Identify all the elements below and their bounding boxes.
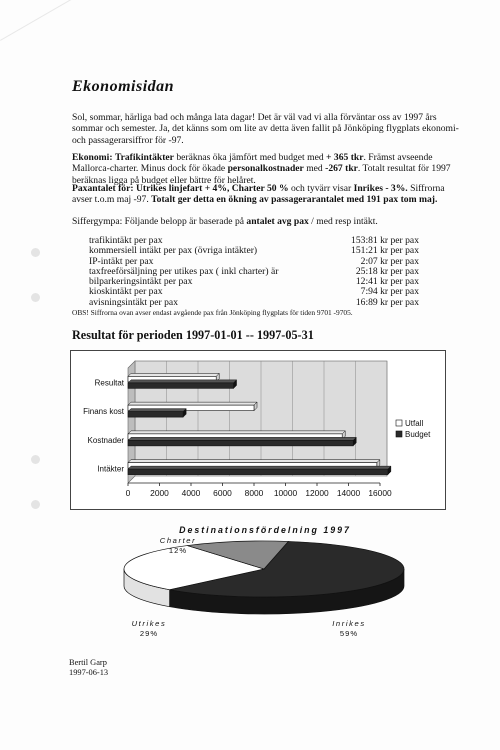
bar-top-face xyxy=(128,437,356,440)
punch-hole xyxy=(31,293,40,302)
bar-top-face xyxy=(128,409,186,412)
footnote: OBS! Siffrorna ovan avser endast avgående pax från Jönköping flygplats för tiden 9701 -9705. xyxy=(72,308,353,317)
metric-value: 25:18 kr per pax xyxy=(355,265,419,277)
punch-hole xyxy=(31,500,40,509)
y-category-label: Resultat xyxy=(94,378,124,388)
fold-line xyxy=(0,0,104,41)
legend-label: Budget xyxy=(405,430,431,439)
pie-percent-label: 12% xyxy=(168,546,188,555)
passenger-paragraph xyxy=(72,183,464,206)
intro-paragraph: Sol, sommar, härliga bad och många lata dagar! Det är väl vad vi alla förväntar oss av 1997 års sommar och semester. Ja, det känns som om lite av detta även fallit på Jönköping flygplats ekonomi- och passagerarsiffror för -97. xyxy=(72,112,459,146)
metric-value: 12:41 kr per pax xyxy=(355,276,419,288)
metric-value: 7:94 kr per pax xyxy=(360,286,419,298)
economy-text: med xyxy=(303,163,326,175)
y-category-label: Intäkter xyxy=(97,464,124,474)
pie-label: Inrikes xyxy=(332,619,366,628)
metric-label: kioskintäkt per pax xyxy=(89,286,163,298)
economy-paragraph xyxy=(72,152,464,186)
passenger-text: Siffrorna avser t.o.m maj -97. xyxy=(72,183,445,206)
x-tick-label: 8000 xyxy=(244,488,264,498)
x-tick-label: 12000 xyxy=(305,488,329,498)
pie-label: Charter xyxy=(159,536,197,545)
metric-value: 153:81 kr per pax xyxy=(351,235,419,246)
bar-top-face xyxy=(128,373,219,376)
metric-label: bilparkeringsintäkt per pax xyxy=(89,276,193,288)
x-tick-label: 0 xyxy=(125,488,131,498)
legend-swatch xyxy=(396,431,402,437)
y-category-label: Kostnader xyxy=(87,435,124,445)
siffergympa-paragraph xyxy=(72,216,464,227)
x-tick-label: 2000 xyxy=(150,488,169,498)
x-tick-label: 4000 xyxy=(181,488,201,498)
metric-value: 16:89 kr per pax xyxy=(355,296,419,308)
x-tick-label: 6000 xyxy=(213,488,232,498)
pie-chart xyxy=(124,525,404,638)
metric-label: kommersiell intäkt per pax (övriga intäkter) xyxy=(89,245,258,257)
x-tick-label: 16000 xyxy=(368,488,392,498)
economy-lead: Ekonomi: xyxy=(72,152,113,163)
legend-label: Utfall xyxy=(405,419,424,428)
bar-budget xyxy=(128,412,183,418)
metric-label: avisningsintäkt per pax xyxy=(89,296,178,308)
economy-key: -267 tkr xyxy=(325,163,358,175)
passenger-text: och tyvärr visar xyxy=(288,183,354,194)
economy-key: + 365 tkr xyxy=(326,152,364,163)
economy-text: beräknas öka jämfört med budget med xyxy=(173,152,327,163)
bar-chart xyxy=(71,351,446,510)
metric-value: 2:07 kr per pax xyxy=(360,255,419,267)
economy-text: . Främst avseende Mallorca-charter. Minus dock för ökade xyxy=(72,152,433,175)
siffergympa-key: antalet avg pax xyxy=(246,216,309,227)
pie-percent-label: 59% xyxy=(339,629,359,638)
bar-top-face xyxy=(128,402,257,405)
bar-top-face xyxy=(128,431,345,434)
legend-swatch xyxy=(396,420,402,426)
metric-value: 151:21 kr per pax xyxy=(351,245,419,257)
signature-date: 1997-06-13 xyxy=(69,668,109,677)
metrics-list xyxy=(89,236,419,308)
charts-svg xyxy=(70,350,446,676)
economy-text: . Totalt resultat för 1997 beräknas ligga på budget eller bättre för helåret. xyxy=(72,163,451,186)
metric-label: taxfreeförsäljning per utikes pax ( inkl charter) är xyxy=(89,265,279,277)
passenger-key: Inrikes - 3%. xyxy=(353,183,408,194)
siffergympa-text: / med resp intäkt. xyxy=(308,216,378,227)
punch-hole xyxy=(31,248,40,257)
punch-hole xyxy=(31,455,40,464)
economy-key: Trafikintäkter xyxy=(114,152,174,163)
list-item xyxy=(89,298,419,308)
metric-label: trafikintäkt per pax xyxy=(89,235,163,246)
bar-top-face xyxy=(128,466,391,469)
y-category-label: Finans kost xyxy=(83,407,124,417)
page-title: Ekonomisidan xyxy=(72,78,175,95)
x-tick-label: 14000 xyxy=(336,488,361,498)
author-name: Bertil Garp xyxy=(69,658,107,667)
passenger-lead: Paxantalet för: xyxy=(72,183,134,194)
result-heading: Resultat för perioden 1997-01-01 -- 1997-05-31 xyxy=(72,328,314,342)
bar-top-face xyxy=(128,460,380,463)
charts-area xyxy=(70,350,446,676)
pie-label: Utrikes xyxy=(131,619,167,628)
pie-title: Destinationsfördelning 1997 xyxy=(179,525,351,535)
signature-block xyxy=(69,658,108,678)
bar-budget xyxy=(128,469,388,475)
bar-budget xyxy=(128,383,234,389)
metric-label: IP-intäkt per pax xyxy=(89,255,154,267)
passenger-key: Utrikes linjefart + 4%, Charter 50 % xyxy=(135,183,289,194)
siffergympa-text: Siffergympa: Följande belopp är baserade på xyxy=(72,216,247,227)
economy-key: personalkostnader xyxy=(227,163,304,175)
pie-percent-label: 29% xyxy=(139,629,159,638)
passenger-key: Totalt ger detta en ökning av passagerarantalet med 191 pax tom maj. xyxy=(151,194,438,206)
bar-budget xyxy=(128,440,353,446)
x-tick-label: 10000 xyxy=(273,488,298,498)
bar-top-face xyxy=(128,380,237,383)
